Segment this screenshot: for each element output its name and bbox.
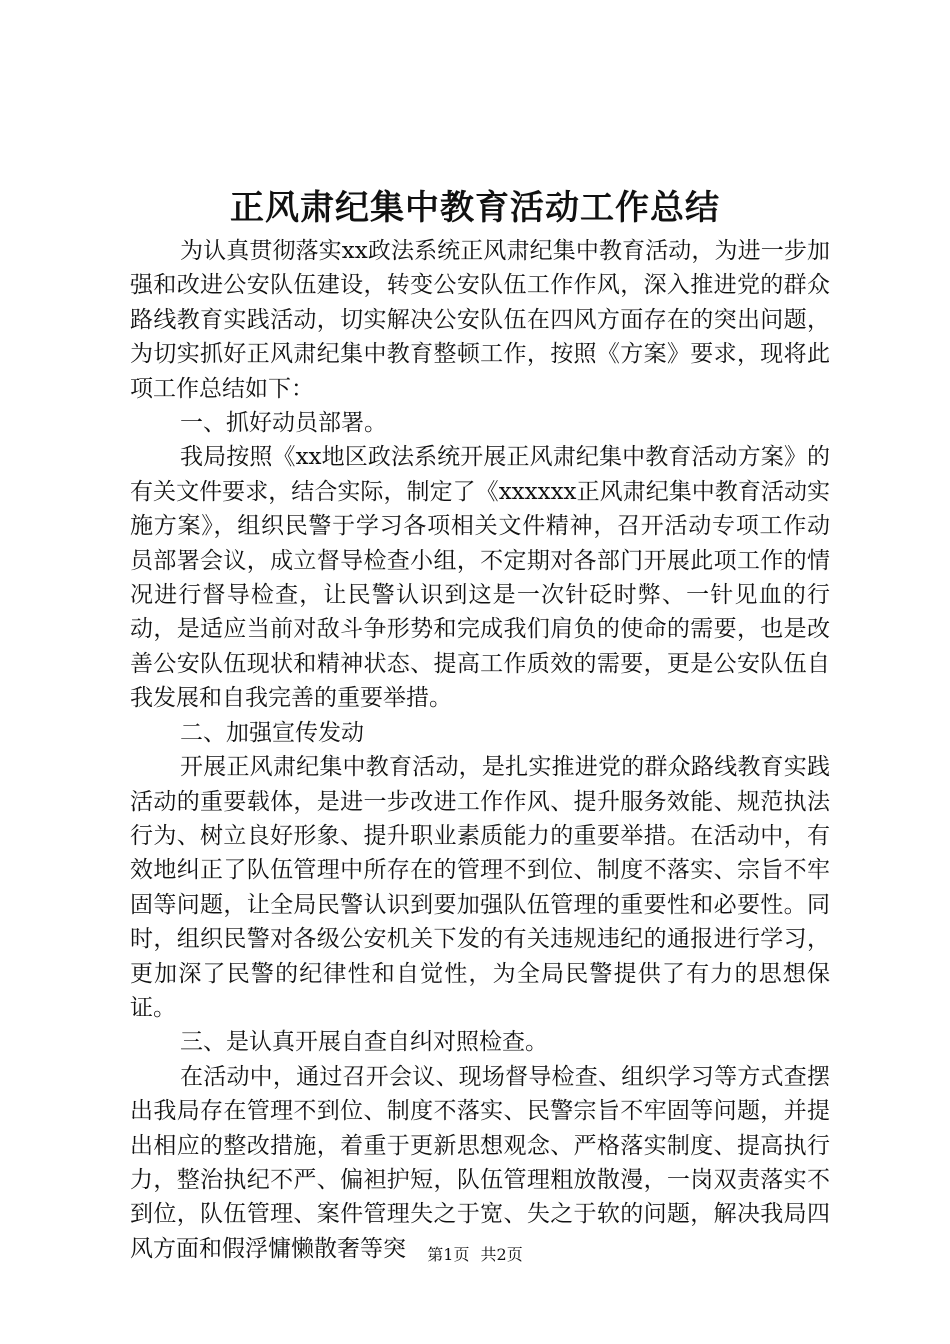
page-footer (0, 1245, 950, 1265)
section-heading-3: 三、是认真开展自查自纠对照检查。 (180, 1029, 548, 1056)
section-heading-2: 二、加强宣传发动 (180, 719, 364, 746)
document-title: 正风肃纪集中教育活动工作总结 (230, 188, 720, 228)
page-number-total: 共2页 (480, 1245, 523, 1264)
section-body-1: 我局按照《xx地区政法系统开展正风肃纪集中教育活动方案》的有关文件要求，结合实际，制定了《xxxxxx正风肃纪集中教育活动实施方案》，组织民警于学习各项相关文件精神，召开活动专项工作动员部署会议，成立督导检查小组，不定期对各部门开展此项工作的情况进行督导检查，让民警认识到这是一次针砭时弊、一针见血的行动，是适应当前对敌斗争形势和完成我们肩负的使命的需要，也是改善公安队伍现状和精神状态、提高工作质效的需要，更是公安队伍自我发展和自我完善的重要举措。 (130, 444, 830, 712)
intro-paragraph: 为认真贯彻落实xx政法系统正风肃纪集中教育活动，为进一步加强和改进公安队伍建设，转变公安队伍工作作风，深入推进党的群众路线教育实践活动，切实解决公安队伍在四风方面存在的突出问题，为切实抓好正风肃纪集中教育整顿工作，按照《方案》要求，现将此项工作总结如下： (130, 238, 830, 402)
page-number-current: 第1页 (427, 1245, 470, 1264)
section-body-3: 在活动中，通过召开会议、现场督导检查、组织学习等方式查摆出我局存在管理不到位、制度不落实、民警宗旨不牢固等问题，并提出相应的整改措施，着重于更新思想观念、严格落实制度、提高执行力，整治执纪不严、偏袒护短，队伍管理粗放散漫，一岗双责落实不到位，队伍管理、案件管理失之于宽、失之于软的问题，解决我局四风方面和假浮慵懒散奢等突 (130, 1063, 830, 1262)
section-body-2: 开展正风肃纪集中教育活动，是扎实推进党的群众路线教育实践活动的重要载体，是进一步改进工作作风、提升服务效能、规范执法行为、树立良好形象、提升职业素质能力的重要举措。在活动中，有效地纠正了队伍管理中所存在的管理不到位、制度不落实、宗旨不牢固等问题，让全局民警认识到要加强队伍管理的重要性和必要性。同时，组织民警对各级公安机关下发的有关违规违纪的通报进行学习，更加深了民警的纪律性和自觉性，为全局民警提供了有力的思想保证。 (130, 754, 830, 1021)
document-body (130, 234, 830, 1266)
section-heading-1: 一、抓好动员部署。 (180, 410, 387, 437)
